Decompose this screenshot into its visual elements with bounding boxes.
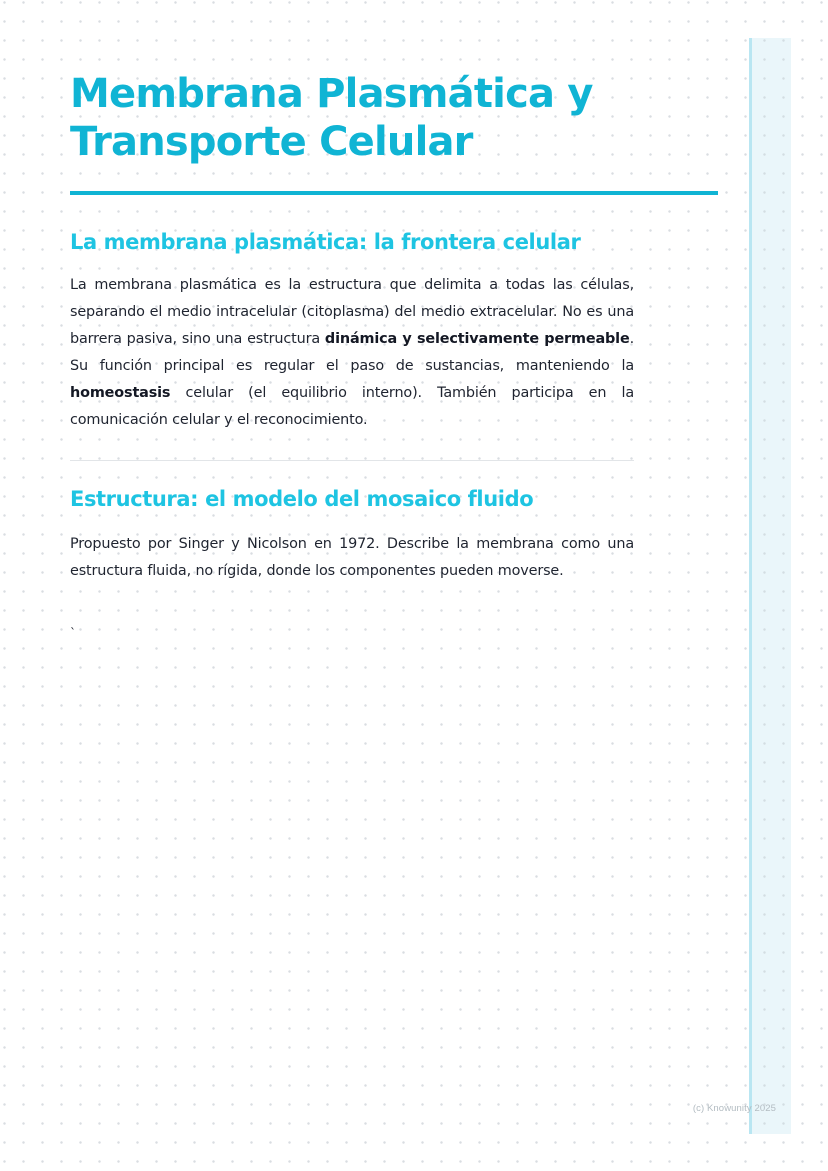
section-heading-estructura: Estructura: el modelo del mosaico fluido (70, 487, 534, 511)
paragraph-text: . Su función principal es regular el paso de sustancias, manteniendo la (70, 331, 634, 374)
paragraph-text: La membrana plasmática es la estructura que delimita a todas las células, separando el medio intracelular (citoplasma) del medio extracelular. No es una barrera pasiva, sino una estructura (70, 277, 634, 347)
page-title: Membrana Plasmática y Transporte Celular (70, 71, 593, 165)
section-paragraph-membrana (70, 272, 634, 434)
margin-strip (749, 38, 791, 1134)
section-heading-membrana: La membrana plasmática: la frontera celular (70, 230, 581, 254)
section-paragraph-estructura: Propuesto por Singer y Nicolson en 1972. Describe la membrana como una estructura fluida, no rígida, donde los componentes pueden moverse. (70, 536, 634, 579)
stray-mark: ` (70, 626, 76, 640)
section-divider (70, 460, 634, 461)
title-underline (70, 191, 718, 195)
bold-term-homeostasis: homeostasis (70, 385, 171, 401)
bold-term-dinamica: dinámica y selectivamente permeable (324, 331, 630, 347)
copyright-footer: (c) Knowunity 2025 (692, 1103, 776, 1114)
paragraph-text: celular (el equilibrio interno). También participa en la comunicación celular y el reconocimiento. (70, 385, 634, 428)
